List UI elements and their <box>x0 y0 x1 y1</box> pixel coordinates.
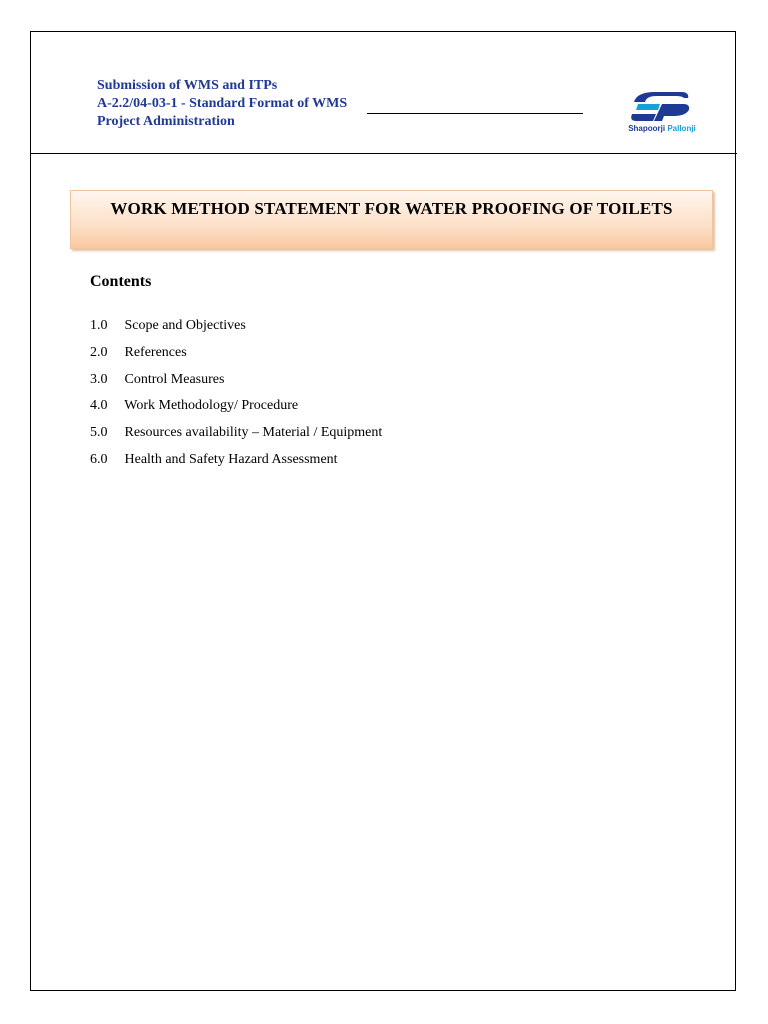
header-rule <box>367 113 583 114</box>
toc-item-label: Control Measures <box>124 371 225 387</box>
table-of-contents <box>90 317 382 478</box>
toc-item <box>90 424 382 451</box>
document-title: WORK METHOD STATEMENT FOR WATER PROOFING OF TOILETS <box>110 199 673 218</box>
company-logo <box>618 88 706 136</box>
document-header <box>97 77 347 131</box>
sp-logo-icon <box>618 88 706 124</box>
title-banner <box>70 190 713 249</box>
toc-item-number: 4.0 <box>90 398 108 414</box>
toc-item <box>90 317 382 344</box>
toc-item <box>90 397 382 424</box>
logo-word-1: Shapoorji <box>628 124 666 133</box>
page-border <box>30 31 736 991</box>
contents-heading: Contents <box>90 273 152 290</box>
toc-item-number: 1.0 <box>90 318 108 333</box>
toc-item-label: Work Methodology/ Procedure <box>124 398 299 414</box>
toc-item-number: 5.0 <box>90 425 108 441</box>
toc-item-label: Scope and Objectives <box>124 318 246 333</box>
toc-item-label: Health and Safety Hazard Assessment <box>124 451 338 467</box>
toc-item-number: 6.0 <box>90 451 108 467</box>
toc-item <box>90 371 382 398</box>
header-line-format: A-2.2/04-03-1 - Standard Format of WMS <box>97 96 348 111</box>
header-line-department: Project Administration <box>97 114 235 129</box>
toc-item <box>90 344 382 371</box>
toc-item-label: References <box>124 344 187 360</box>
toc-item-number: 2.0 <box>90 344 108 360</box>
toc-item-label: Resources availability – Material / Equipment <box>124 425 383 441</box>
header-divider <box>30 153 737 154</box>
toc-item <box>90 451 382 478</box>
logo-word-2: Pallonji <box>667 124 696 133</box>
logo-wordmark <box>618 124 706 133</box>
header-line-submission: Submission of WMS and ITPs <box>97 78 278 93</box>
toc-item-number: 3.0 <box>90 371 108 387</box>
